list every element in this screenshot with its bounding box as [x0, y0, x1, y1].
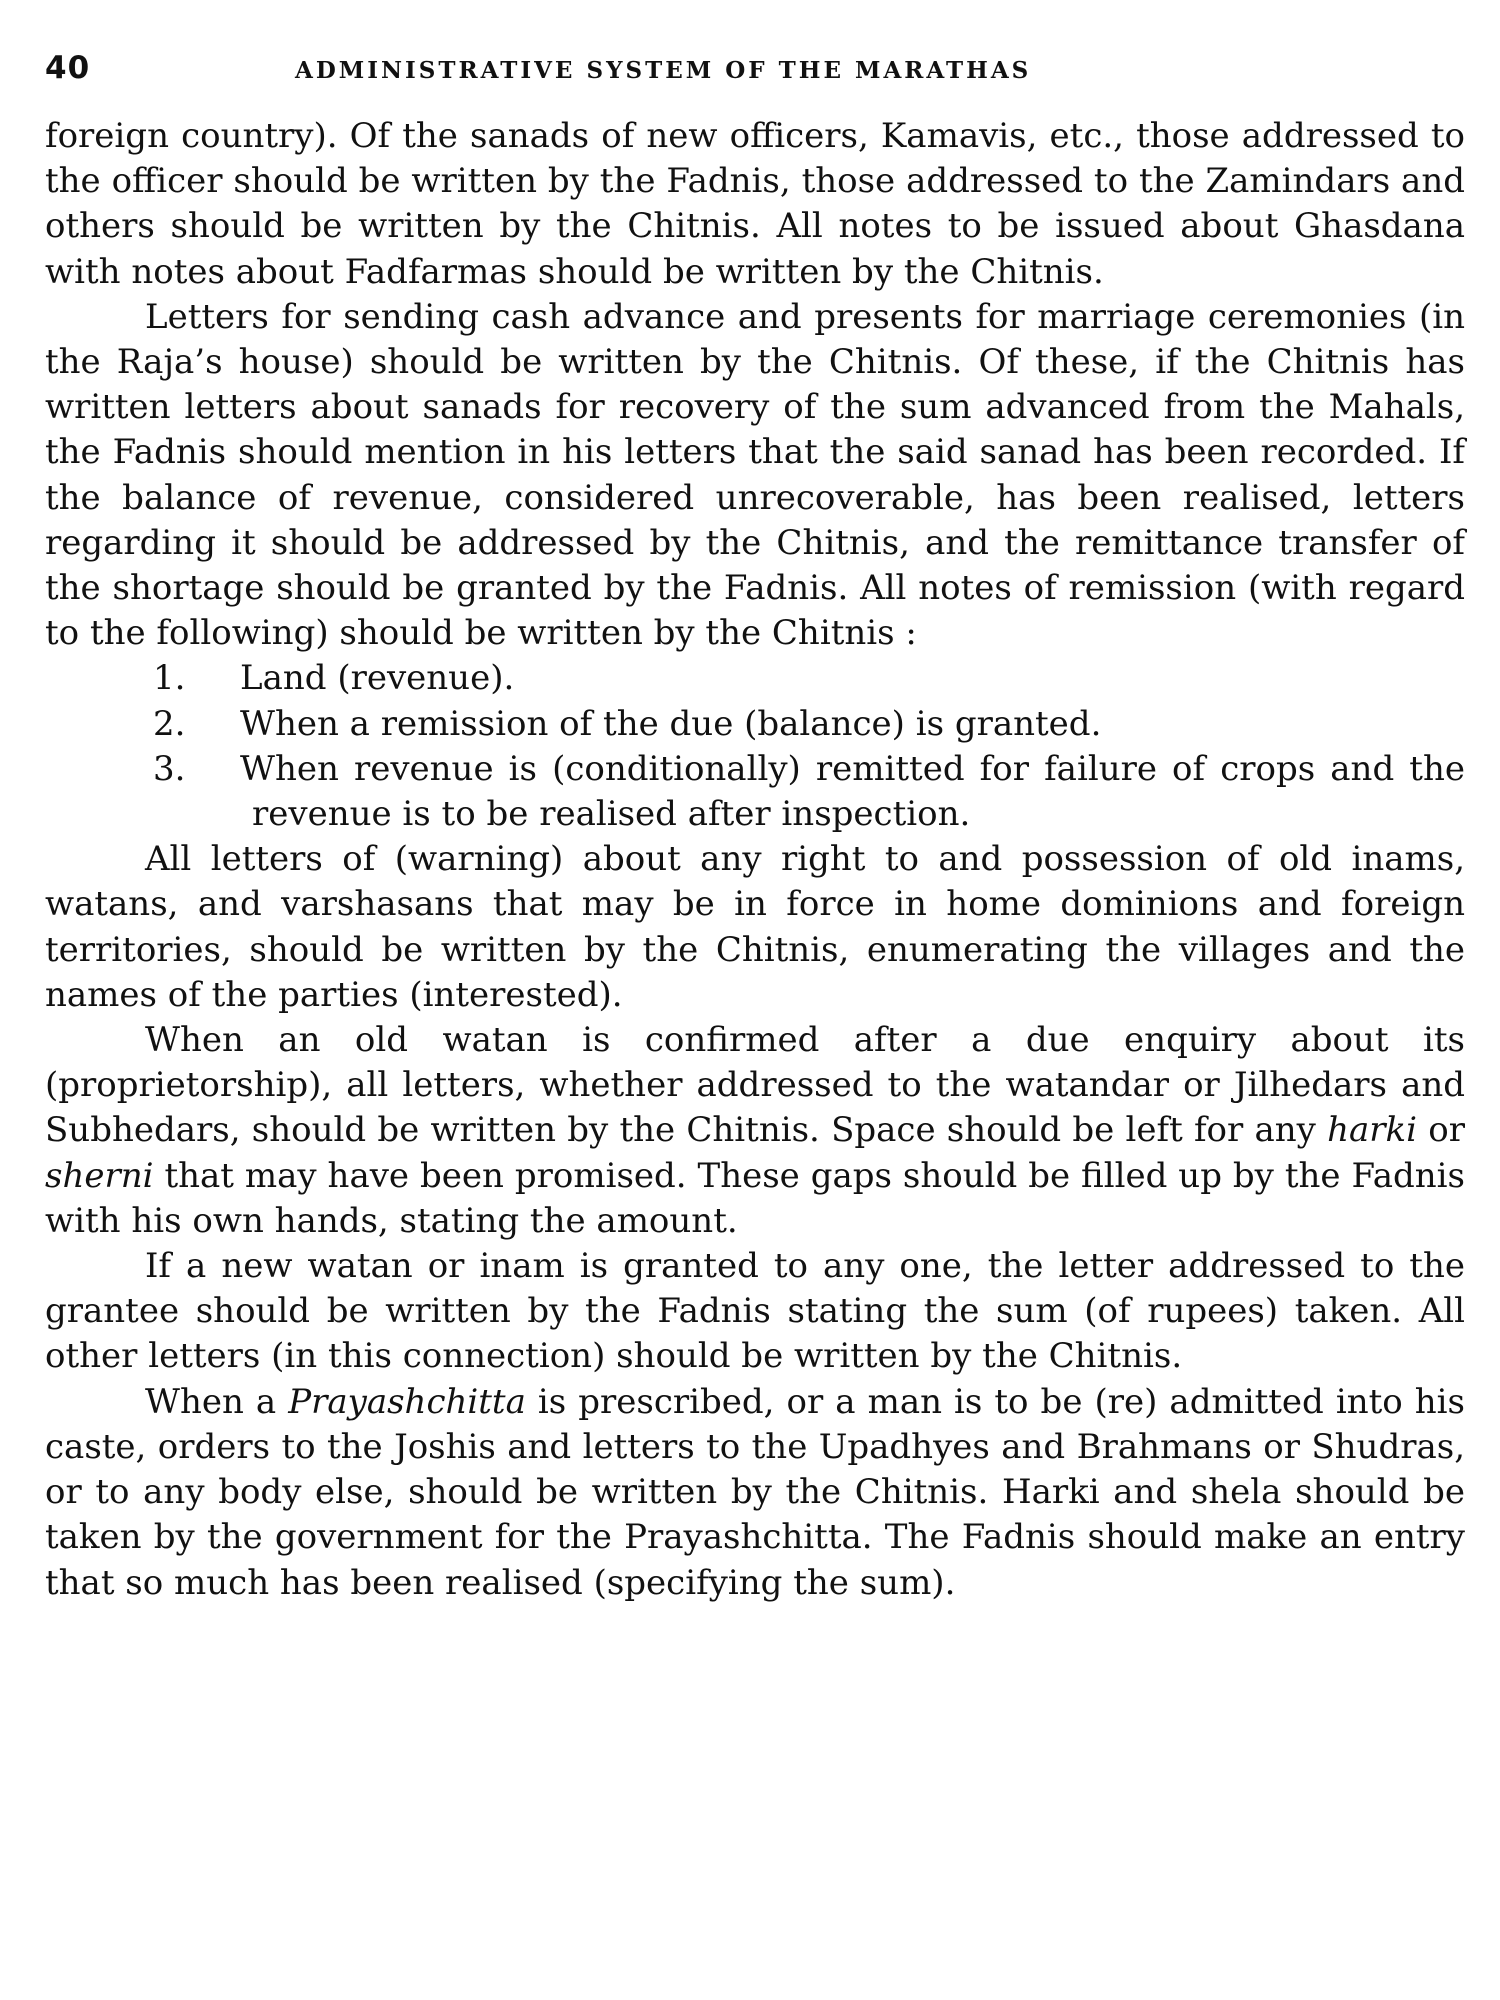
list-item: [45, 656, 1465, 701]
list-item-text: When a remission of the due (balance) is granted.: [240, 703, 1102, 744]
paragraph-new-watan: If a new watan or inam is granted to any one, the letter addressed to the grantee should be written by the Fadnis stating the sum (of rupees) taken. All other letters (in this connection) should be written by the Chitnis.: [45, 1246, 1465, 1377]
list-item-text: Land (revenue).: [240, 658, 515, 699]
paragraph-continuation: foreign country). Of the sanads of new officers, Kamavis, etc., those addressed to the officer should be written by the Fadnis, those addressed to the Zamindars and others should be written by the Chitnis. All notes to be issued about Ghasdana with notes about Fadfarmas should be written by the Chitnis.: [45, 116, 1465, 292]
paragraph-letters-cash-advance: Letters for sending cash advance and presents for marriage ceremonies (in the Raja’s house) should be written by the Chitnis. Of these, if the Chitnis has written letters about sanads for recovery of the sum advanced from the Mahals, the Fadnis should mention in his letters that the said sanad has been recorded. If the balance of revenue, considered unrecoverable, has been realised, letters regarding it should be addressed by the Chitnis, and the remittance transfer of the shortage should be granted by the Fadnis. All notes of remission (with regard to the following) should be written by the Chitnis :: [45, 296, 1465, 654]
remission-list: [45, 656, 1465, 837]
italic-term-prayashchitta: Prayashchitta: [288, 1381, 526, 1422]
list-item-number: 3.: [153, 748, 186, 789]
italic-term-harki: harki: [1327, 1110, 1418, 1151]
paragraph-old-watan: When an old watan is confirmed after a due enquiry about its (proprietorship), all letters, whether addressed to the watandar or Jilhedars and Subhedars, should be written by the Chitnis. Space should be left for any harki or sherni that may have been promised. These gaps should be filled up by the Fadnis with his own hands, stating the amount.: [45, 1020, 1465, 1241]
paragraph-warning-letters: All letters of (warning) about any right to and possession of old inams, watans, and varshasans that may be in force in home dominions and foreign territories, should be written by the Chitnis, enumerating the villages and the names of the parties (interested).: [45, 839, 1465, 1015]
list-item: [45, 747, 1465, 837]
body-text: [45, 114, 1465, 1606]
page-number: 40: [45, 50, 91, 86]
list-item-number: 2.: [153, 703, 186, 744]
list-item: [45, 702, 1465, 747]
paragraph-prayashchitta: When a Prayashchitta is prescribed, or a man is to be (re) admitted into his caste, orders to the Joshis and letters to the Upadhyes and Brahmans or Shudras, or to any body else, should be written by the Chitnis. Harki and shela should be taken by the government for the Prayashchitta. The Fadnis should make an entry that so much has been realised (specifying the sum).: [45, 1381, 1465, 1603]
page-header: [45, 50, 1470, 92]
list-item-number: 1.: [153, 658, 186, 699]
running-head: ADMINISTRATIVE SYSTEM OF THE MARATHAS: [295, 57, 1032, 84]
italic-term-sherni: sherni: [45, 1155, 154, 1196]
list-item-text: When revenue is (conditionally) remitted for failure of crops and the revenue is to be realised after inspection.: [240, 748, 1465, 835]
